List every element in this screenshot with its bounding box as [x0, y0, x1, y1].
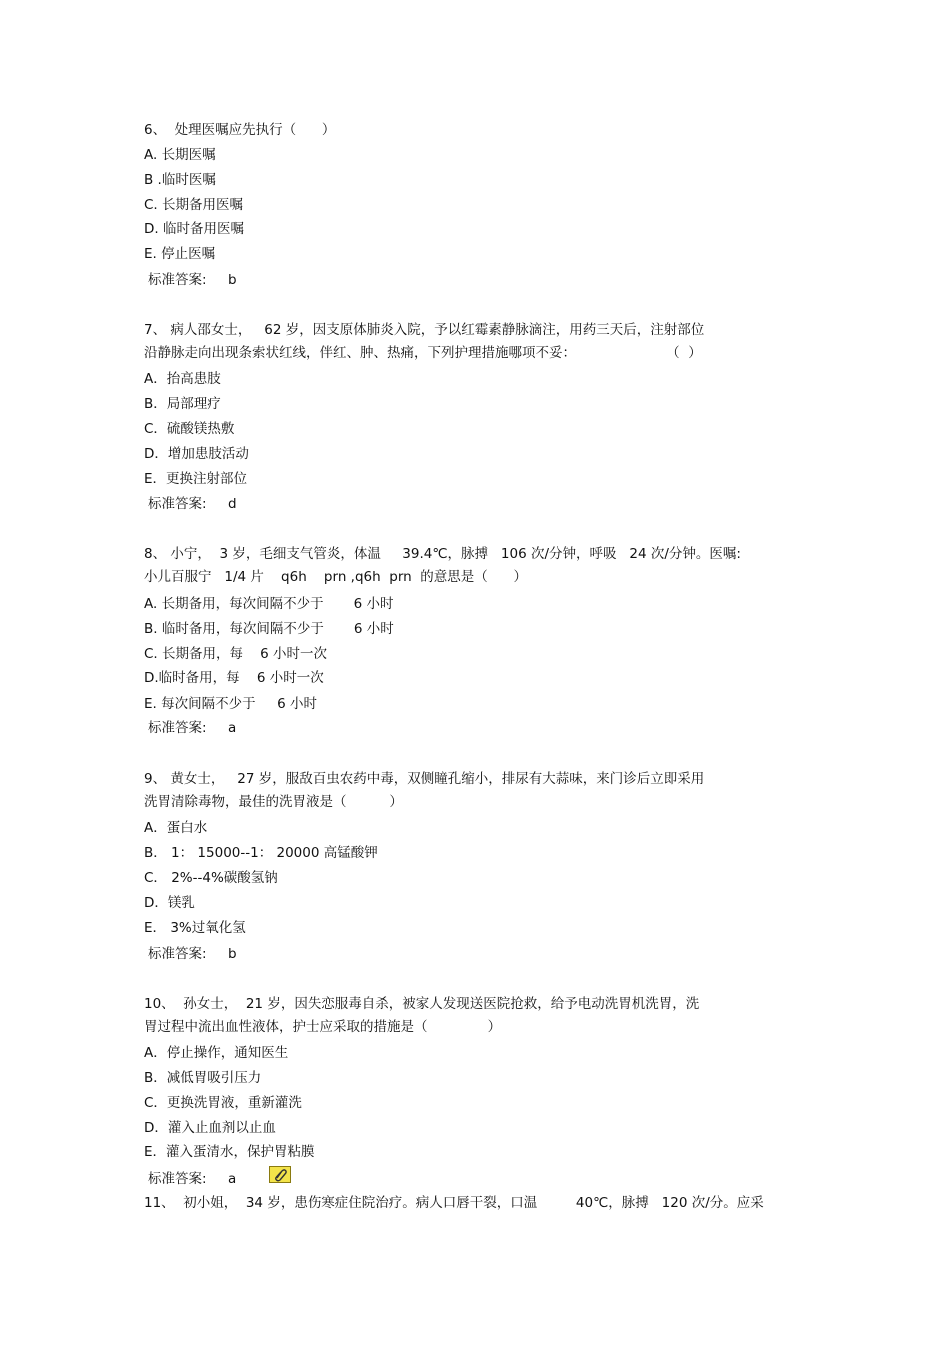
question-6-option-b: B .临时医嘱 [144, 172, 216, 188]
question-8-stem-line-2: 小儿百服宁 1/4 片 q6h prn ,q6h prn 的意思是（ ） [144, 569, 528, 585]
question-6-option-e: E. 停止医嘱 [144, 246, 216, 262]
question-8-option-a: A. 长期备用，每次间隔不少于 6 小时 [144, 596, 394, 612]
question-8-answer: 标准答案: a [148, 720, 237, 736]
question-9-stem-line-1: 9、 黄女士， 27 岁，服敌百虫农药中毒，双侧瞳孔缩小，排尿有大蒜味，来门诊后立即采用 [144, 771, 705, 787]
paperclip-icon [270, 1167, 290, 1182]
question-9-option-d: D．镁乳 [144, 895, 195, 911]
question-9-option-b: B． 1： 15000--1： 20000 高锰酸钾 [144, 845, 378, 861]
question-10-option-c: C．更换洗胃液，重新灌洗 [144, 1095, 302, 1111]
question-6-option-c: C. 长期备用医嘱 [144, 197, 244, 213]
question-8-option-b: B. 临时备用，每次间隔不少于 6 小时 [144, 621, 394, 637]
attachment-icon[interactable] [269, 1166, 291, 1183]
question-10-stem-line-2: 胃过程中流出血性液体，护士应采取的措施是（ ） [144, 1019, 502, 1035]
question-8-option-c: C. 长期备用，每 6 小时一次 [144, 646, 328, 662]
question-7-stem-line-2: 沿静脉走向出现条索状红线，伴红、肿、热痛，下列护理措施哪项不妥： （ ） [144, 345, 702, 361]
question-6-stem: 6、 处理医嘱应先执行（ ） [144, 122, 336, 138]
question-6-answer: 标准答案: b [148, 272, 237, 288]
question-6-option-d: D. 临时备用医嘱 [144, 221, 244, 237]
question-7-option-c: C．硫酸镁热敷 [144, 421, 235, 437]
question-9-answer: 标准答案: b [148, 946, 237, 962]
question-10-option-d: D．灌入止血剂以止血 [144, 1120, 276, 1136]
question-6-option-a: A. 长期医嘱 [144, 147, 216, 163]
question-10-option-e: E．灌入蛋清水，保护胃粘膜 [144, 1144, 315, 1160]
question-8-option-d: D.临时备用，每 6 小时一次 [144, 670, 324, 686]
question-7-option-d: D．增加患肢活动 [144, 446, 249, 462]
question-7-answer: 标准答案: d [148, 496, 237, 512]
question-7-option-b: B．局部理疗 [144, 396, 221, 412]
question-9-option-c: C． 2%--4%碳酸氢钠 [144, 870, 278, 886]
question-10-option-b: B．减低胃吸引压力 [144, 1070, 262, 1086]
question-10-stem-line-1: 10、 孙女士， 21 岁，因失恋服毒自杀，被家人发现送医院抢救，给予电动洗胃机洗胃，洗 [144, 996, 700, 1012]
question-8-option-e: E. 每次间隔不少于 6 小时 [144, 696, 317, 712]
question-10-option-a: A．停止操作，通知医生 [144, 1045, 289, 1061]
question-9-option-a: A．蛋白水 [144, 820, 208, 836]
question-7-option-a: A．抬高患肢 [144, 371, 221, 387]
question-8-stem-line-1: 8、 小宁， 3 岁，毛细支气管炎，体温 39.4℃，脉搏 106 次/分钟，呼吸 24 次/分钟。医嘱: [144, 546, 741, 562]
question-10-answer: 标准答案: a [148, 1171, 237, 1187]
question-9-option-e: E． 3%过氧化氢 [144, 920, 246, 936]
question-11-stem: 11、 初小姐， 34 岁，患伤寒症住院治疗。病人口唇干裂，口温 40℃，脉搏 120 次/分。应采 [144, 1195, 764, 1211]
question-9-stem-line-2: 洗胃清除毒物，最佳的洗胃液是（ ） [144, 794, 403, 810]
question-7-option-e: E．更换注射部位 [144, 471, 248, 487]
question-7-stem-line-1: 7、 病人邵女士， 62 岁，因支原体肺炎入院，予以红霉素静脉滴注，用药三天后，注射部位 [144, 322, 705, 338]
